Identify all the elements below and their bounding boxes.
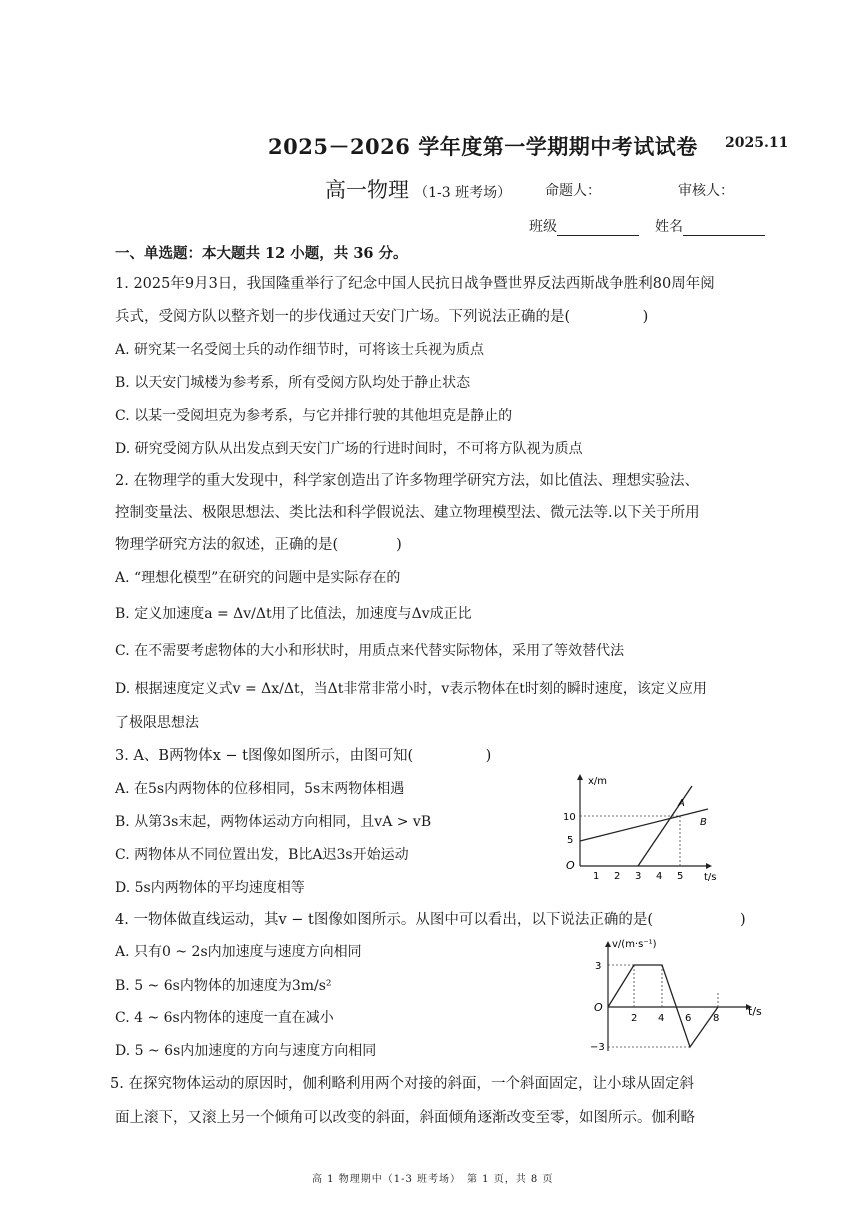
q1-option-b: B. 以天安门城楼为参考系，所有受阅方队均处于静止状态 <box>115 375 471 391</box>
q4-option-c: C. 4 ~ 6s内物体的速度一直在减小 <box>115 1010 334 1026</box>
q2-option-a: A. “理想化模型”在研究的问题中是实际存在的 <box>115 570 401 586</box>
q3-option-c: C. 两物体从不同位置出发，B比A迟3s开始运动 <box>115 847 409 863</box>
class-field <box>529 216 639 236</box>
xt-xtick-1: 1 <box>593 871 600 882</box>
q4-line-1: 4. 一物体做直线运动，其v − t图像如图所示。从图中可以看出，以下说法正确的是( ) <box>115 912 746 928</box>
exam-date: 2025.11 <box>725 135 789 151</box>
vt-graph <box>588 935 770 1057</box>
vt-xtick-2: 2 <box>631 1013 638 1024</box>
vt-x-label: t/s <box>748 1005 762 1018</box>
vt-origin: O <box>594 1001 603 1014</box>
vt-ytick-3: 3 <box>595 961 602 972</box>
q1-line-1: 1. 2025年9月3日，我国隆重举行了纪念中国人民抗日战争暨世界反法西斯战争胜利80周年阅 <box>115 276 715 292</box>
q3-line-1: 3. A、B两物体x − t图像如图所示，由图可知( ) <box>115 748 492 764</box>
vt-ytick-neg3: −3 <box>590 1042 605 1053</box>
q3-option-d: D. 5s内两物体的平均速度相等 <box>115 880 305 896</box>
xt-xtick-5: 5 <box>677 871 684 882</box>
subject-note: （1-3 班考场） <box>414 185 512 201</box>
q1-option-c: C. 以某一受阅坦克为参考系，与它并排行驶的其他坦克是静止的 <box>115 408 513 424</box>
xt-origin: O <box>566 859 575 872</box>
xt-ytick-10: 10 <box>563 812 576 823</box>
subject-name: 高一物理 <box>325 178 409 202</box>
vt-xtick-6: 6 <box>685 1013 692 1024</box>
vt-y-label: v/(m·s⁻¹) <box>612 939 657 950</box>
page-footer: 高 1 物理期中（1-3 班考场） 第 1 页，共 8 页 <box>312 1174 554 1185</box>
class-blank <box>557 221 639 236</box>
q2-option-b: B. 定义加速度a = Δv/Δt用了比值法，加速度与Δv成正比 <box>115 606 472 622</box>
exam-title: 2025－2026 学年度第一学期期中考试试卷 <box>268 134 698 159</box>
xt-graph <box>558 770 718 885</box>
q5-line-1: 5. 在探究物体运动的原因时，伽利略利用两个对接的斜面，一个斜面固定，让小球从固定斜 <box>110 1076 694 1092</box>
q4-option-d: D. 5 ~ 6s内加速度的方向与速度方向相同 <box>115 1043 377 1059</box>
q3-option-a: A. 在5s内两物体的位移相同，5s末两物体相遇 <box>115 781 405 797</box>
vt-xtick-4: 4 <box>658 1013 665 1024</box>
xt-x-arrow <box>706 863 712 869</box>
xt-x-label: t/s <box>704 872 717 883</box>
q4-option-a: A. 只有0 ~ 2s内加速度与速度方向相同 <box>115 944 362 960</box>
xt-line-b-label: B <box>700 817 707 828</box>
xt-line-b <box>580 809 708 841</box>
q2-line-1: 2. 在物理学的重大发现中，科学家创造出了许多物理学研究方法，如比值法、理想实验法、 <box>115 473 699 489</box>
vt-xtick-8: 8 <box>713 1013 720 1024</box>
reviewer-label: 审核人： <box>678 183 734 199</box>
q5-line-2: 面上滚下，又滚上另一个倾角可以改变的斜面，斜面倾角逐渐改变至零，如图所示。伽利略 <box>115 1110 695 1126</box>
xt-line-a-label: A <box>678 798 685 809</box>
xt-y-arrow <box>577 774 583 780</box>
subject-line <box>325 174 511 204</box>
name-blank <box>683 221 765 236</box>
xt-y-label: x/m <box>588 776 608 787</box>
xt-xtick-2: 2 <box>614 871 621 882</box>
q1-option-d: D. 研究受阅方队从出发点到天安门广场的行进时间时，不可将方队视为质点 <box>115 441 583 457</box>
xt-xtick-3: 3 <box>635 871 642 882</box>
section-heading: 一、单选题：本大题共 12 小题，共 36 分。 <box>115 245 408 262</box>
setter-label: 命题人： <box>545 183 601 199</box>
q2-option-d: D. 根据速度定义式v = Δx/Δt，当Δt非常非常小时，v表示物体在t时刻的瞬时速度，该定义应用 <box>115 681 707 697</box>
name-label: 姓名 <box>655 219 683 235</box>
xt-ytick-5: 5 <box>567 835 574 846</box>
q4-option-b: B. 5 ~ 6s内物体的加速度为3m/s² <box>115 978 332 994</box>
xt-xtick-4: 4 <box>656 871 663 882</box>
q3-option-b: B. 从第3s末起，两物体运动方向相同，且vA > vB <box>115 814 432 830</box>
q1-line-2: 兵式，受阅方队以整齐划一的步伐通过天安门广场。下列说法正确的是( ) <box>115 309 649 325</box>
vt-line <box>608 965 718 1047</box>
name-field <box>655 216 765 236</box>
q2-option-c: C. 在不需要考虑物体的大小和形状时，用质点来代替实际物体，采用了等效替代法 <box>115 643 625 659</box>
class-label: 班级 <box>529 219 557 235</box>
vt-y-arrow <box>605 941 611 947</box>
q1-option-a: A. 研究某一名受阅士兵的动作细节时，可将该士兵视为质点 <box>115 342 485 358</box>
q2-line-2: 控制变量法、极限思想法、类比法和科学假说法、建立物理模型法、微元法等.以下关于所用 <box>115 505 700 521</box>
q2-option-d-cont: 了极限思想法 <box>115 715 199 731</box>
q2-line-3: 物理学研究方法的叙述，正确的是( ) <box>115 537 402 553</box>
